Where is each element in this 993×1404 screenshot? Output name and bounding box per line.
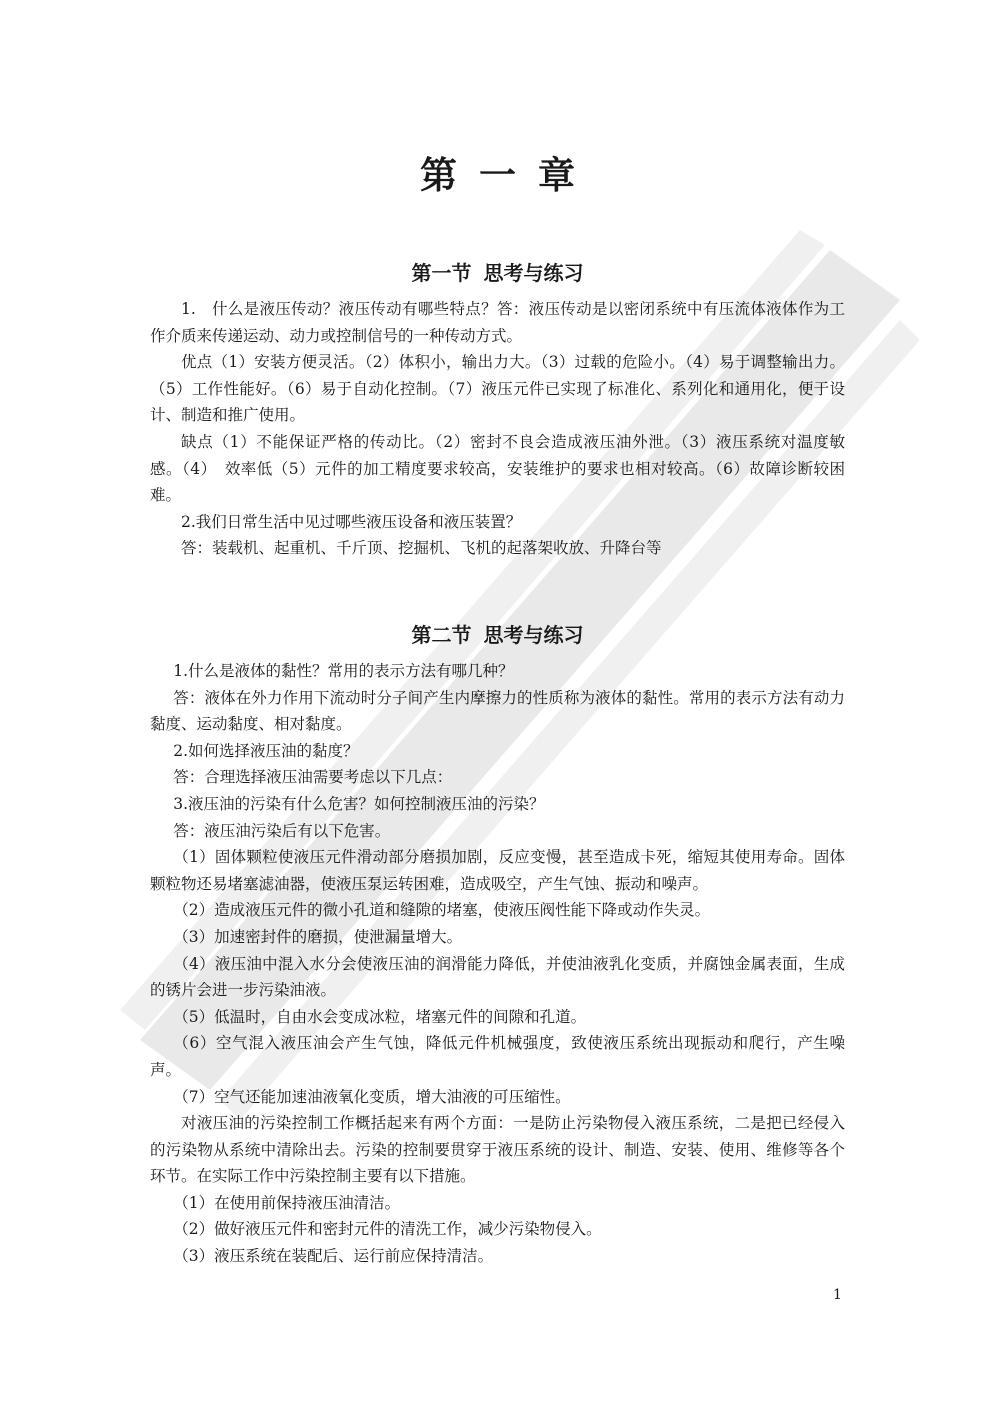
section-2-title xyxy=(150,618,845,652)
paragraph: （1）固体颗粒使液压元件滑动部分磨损加剧，反应变慢，甚至造成卡死，缩短其使用寿命。固体颗粒物还易堵塞滤油器，使液压泵运转困难，造成吸空，产生气蚀、振动和噪声。 xyxy=(150,848,845,893)
section-2 xyxy=(150,618,845,1270)
paragraph: （3）液压系统在装配后、运行前应保持清洁。 xyxy=(173,1247,494,1266)
paragraph: 答：液体在外力作用下流动时分子间产生内摩擦力的性质称为液体的黏性。常用的表示方法有动力黏度、运动黏度、相对黏度。 xyxy=(150,688,845,734)
paragraph: 答：装载机、起重机、千斤顶、挖掘机、飞机的起落架收放、升降台等 xyxy=(181,539,662,558)
paragraph: 优点（1）安装方便灵活。（2）体积小，输出力大。（3）过载的危险小。（4）易于调整输出力。（5）工作性能好。（6）易于自动化控制。（7）液压元件已实现了标准化、系列化和通用化，便于设计、制造和推广使用。 xyxy=(150,353,845,425)
paragraph: 答：合理选择液压油需要考虑以下几点： xyxy=(173,768,453,787)
paragraph: （1）在使用前保持液压油清洁。 xyxy=(173,1193,401,1212)
section-2-number: 第二节 xyxy=(411,623,472,647)
paragraph: （2）造成液压元件的微小孔道和缝隙的堵塞，使液压阀性能下降或动作失灵。 xyxy=(173,901,711,920)
paragraph: （3）加速密封件的磨损，使泄漏量增大。 xyxy=(173,927,463,946)
section-1-title xyxy=(150,256,845,290)
page-number: 1 xyxy=(833,1287,842,1303)
paragraph: 3.液压油的污染有什么危害？如何控制液压油的污染？ xyxy=(173,794,545,813)
paragraph: （5）低温时，自由水会变成冰粒，堵塞元件的间隙和孔道。 xyxy=(173,1007,587,1026)
paragraph: （7）空气还能加速油液氧化变质，增大油液的可压缩性。 xyxy=(173,1087,571,1106)
section-2-heading: 思考与练习 xyxy=(483,623,584,647)
paragraph: （4）液压油中混入水分会使液压油的润滑能力降低，并使油液乳化变质，并腐蚀金属表面，生成的锈片会进一步污染油液。 xyxy=(150,954,845,1000)
paragraph: （6）空气混入液压油会产生气蚀，降低元件机械强度，致使液压系统出现振动和爬行，产生噪声。 xyxy=(150,1034,845,1079)
paragraph: 2.如何选择液压油的黏度？ xyxy=(173,741,359,760)
chapter-title: 第一章 xyxy=(420,154,597,197)
section-1-number: 第一节 xyxy=(411,261,472,285)
paragraph: 答：液压油污染后有以下危害。 xyxy=(173,821,391,840)
paragraph: 2.我们日常生活中见过哪些液压设备和液压装置？ xyxy=(181,512,522,531)
paragraph: 1.什么是液体的黏性？常用的表示方法有哪几种？ xyxy=(173,662,514,680)
section-1-heading: 思考与练习 xyxy=(483,261,584,285)
paragraph: （2）做好液压元件和密封元件的清洗工作，减少污染物侵入。 xyxy=(173,1220,602,1239)
paragraph: 对液压油的污染控制工作概括起来有两个方面：一是防止污染物侵入液压系统，二是把已经侵入的污染物从系统中清除出去。污染的控制要贯穿于液压系统的设计、制造、安装、使用、维修等各个环节。在实际工作中污染控制主要有以下措施。 xyxy=(150,1114,845,1186)
paragraph: 1. 什么是液压传动？液压传动有哪些特点？答：液压传动是以密闭系统中有压流体液体作为工作介质来传递运动、动力或控制信号的一种传动方式。 xyxy=(150,300,845,345)
paragraph: 缺点（1）不能保证严格的传动比。（2）密封不良会造成液压油外泄。（3）液压系统对温度敏感。（4） 效率低（5）元件的加工精度要求较高，安装维护的要求也相对较高。（6）故障诊断较困难。 xyxy=(150,432,845,505)
section-1 xyxy=(150,256,845,562)
